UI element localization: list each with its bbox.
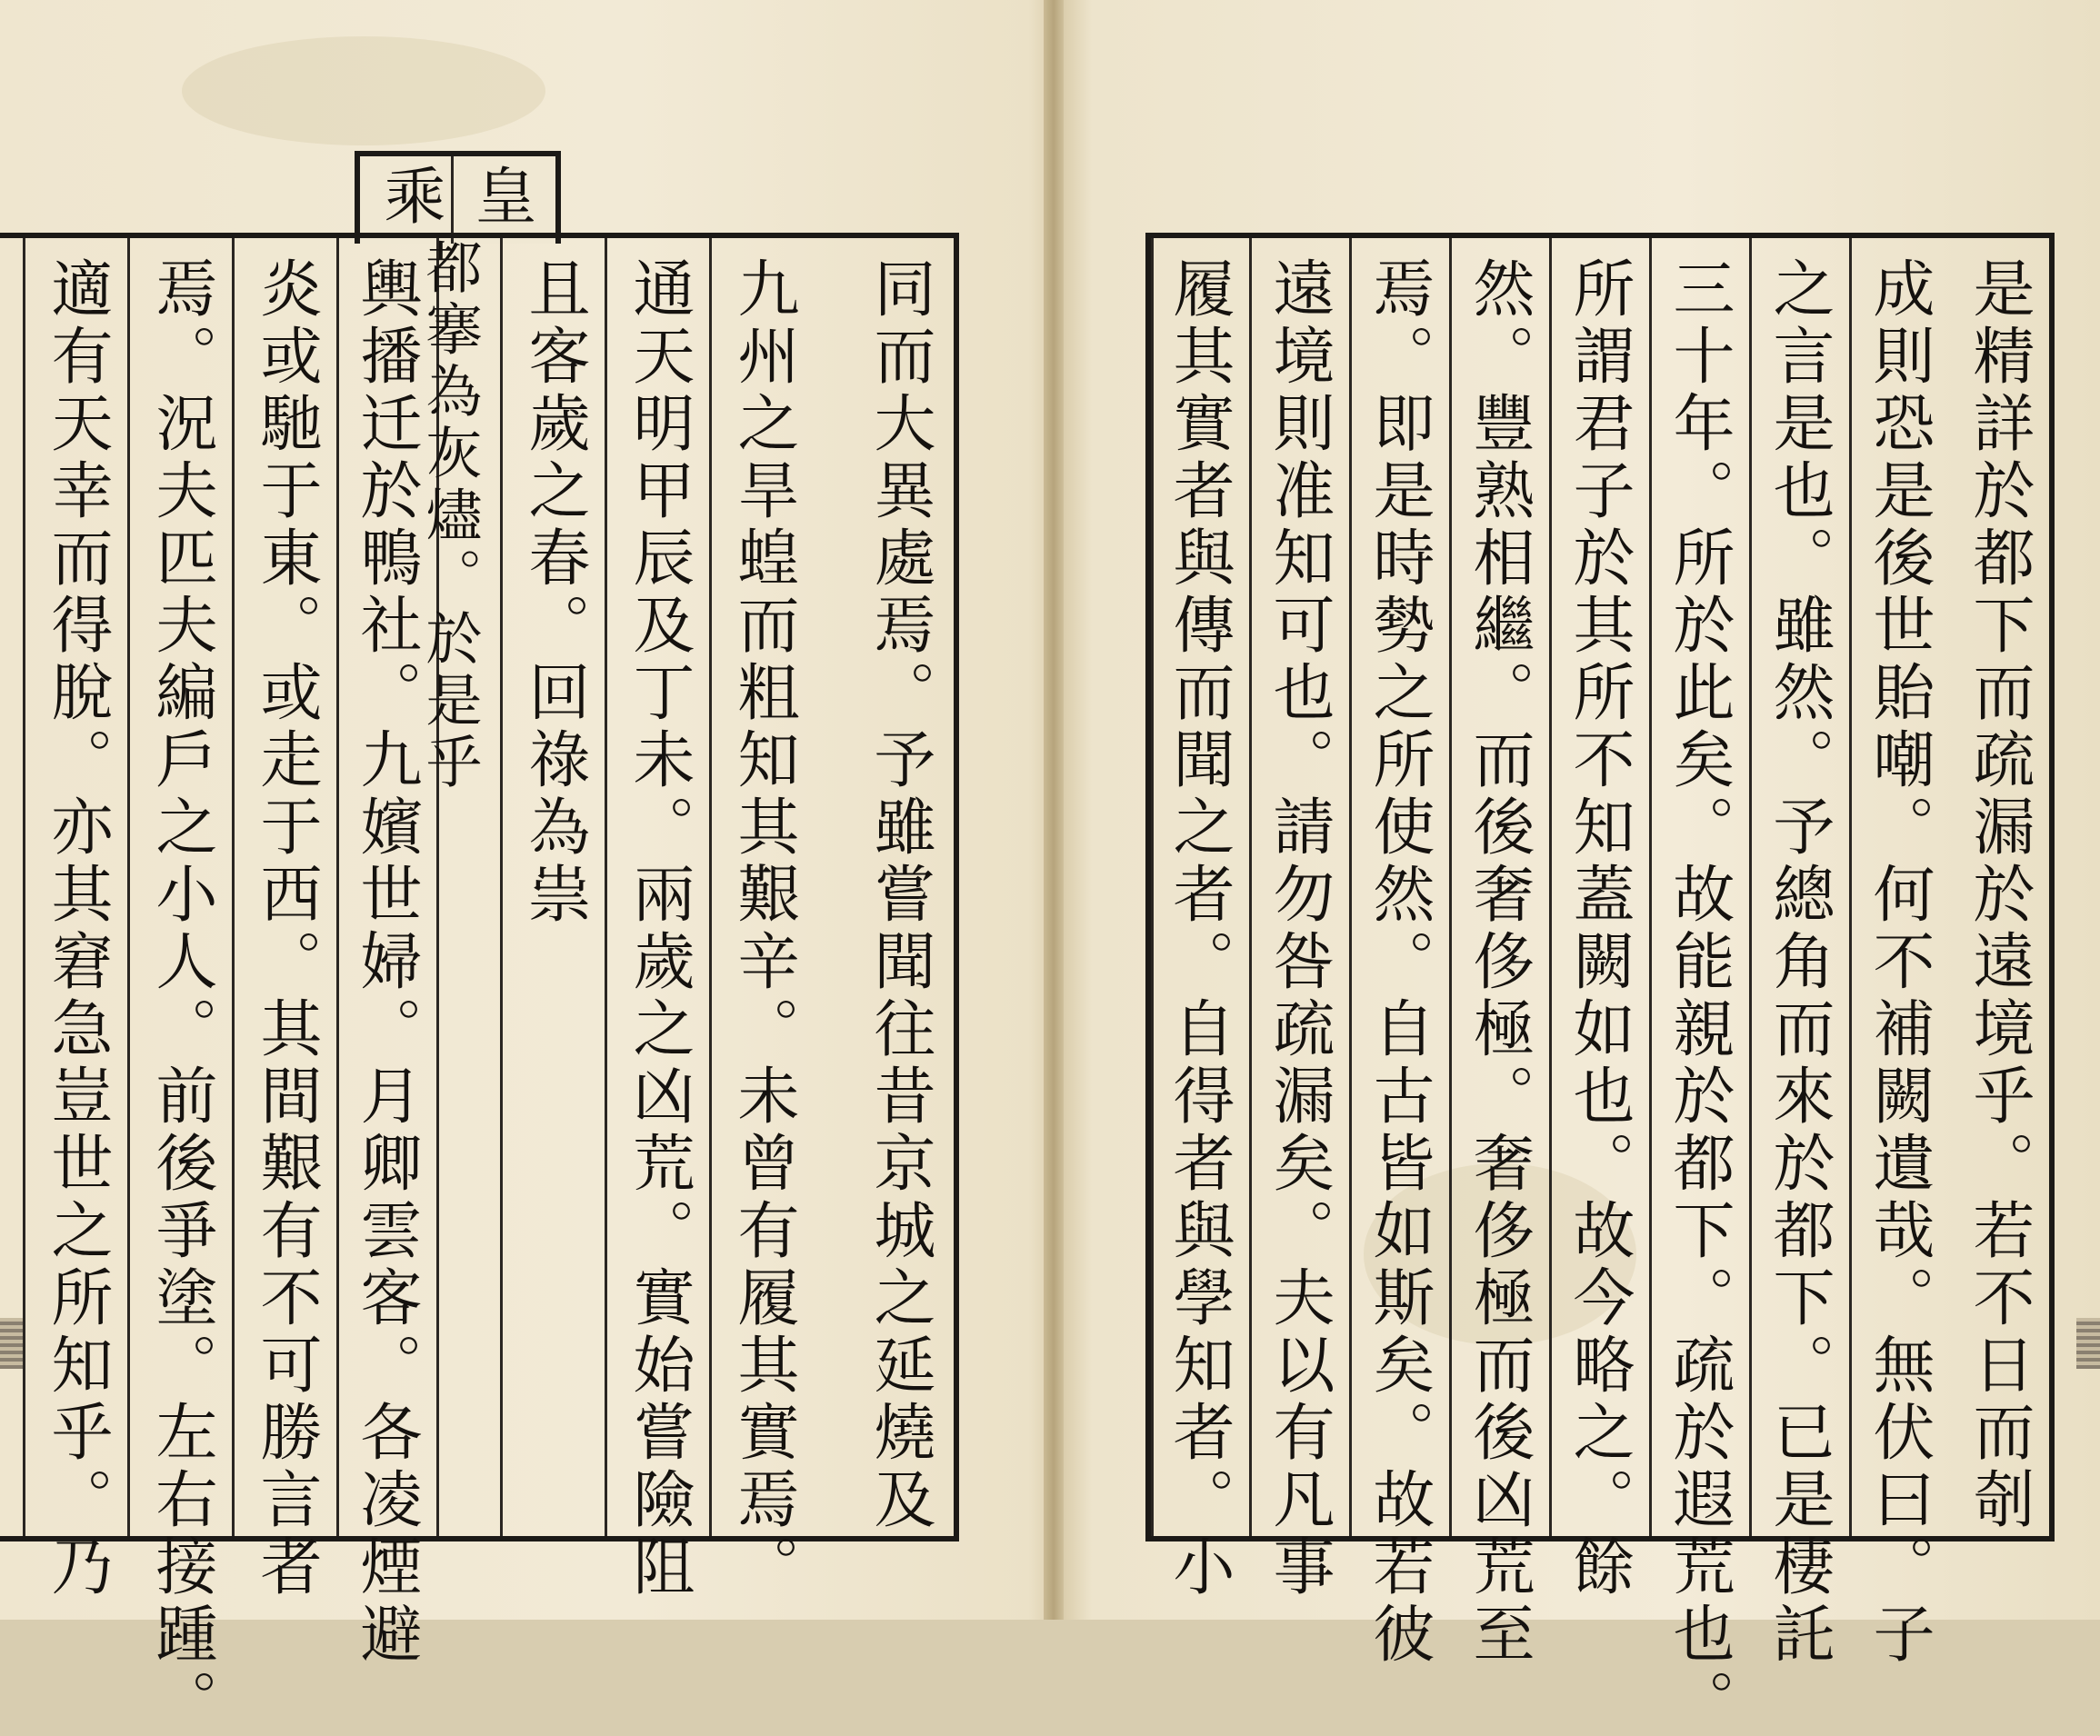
header-tab-char: 乘 [374, 164, 445, 231]
text-column: 然。豐熟相繼。而後奢侈極。奢侈極而後凶荒至 [1449, 238, 1549, 1536]
text-column: 是精詳於都下而疏漏於遠境乎。若不日而剞 [1963, 256, 2035, 1534]
text-column: 焉。況夫匹夫編戶之小人。前後爭塗。左右接踵。 [127, 238, 232, 1536]
text-column: 遠境則准知可也。請勿咎疏漏矣。夫以有凡事 [1249, 238, 1349, 1536]
text-column: 輿播迁於鴨社。九嬪世婦。月卿雲客。各凌煙避 [336, 238, 436, 1536]
text-column: 九州之旱蝗而粗知其艱辛。未曾有履其實焉。 [709, 238, 814, 1536]
text-column: 三十年。所於此矣。故能親於都下。疏於遐荒也。 [1649, 238, 1749, 1536]
text-column: 都搴為灰燼。於是乎 [436, 238, 500, 1536]
text-column: 適有天幸而得脫。亦其窘急豈世之所知乎。乃 [23, 238, 127, 1536]
text-column: 之言是也。雖然。予總角而來於都下。已是棲託 [1749, 238, 1849, 1536]
right-page [1062, 0, 2100, 1736]
left-page [0, 0, 1045, 1736]
text-column: 同而大異處焉。予雖嘗聞往昔京城之延燒及 [864, 256, 935, 1534]
text-column: 炎或馳于東。或走于西。其間艱有不可勝言者 [232, 238, 336, 1536]
text-column: 履其實者與傳而聞之者。自得者與學知者。小 [1151, 238, 1249, 1536]
text-column: 所謂君子於其所不知蓋闕如也。故今略之。餘 [1549, 238, 1649, 1536]
book-gutter [1044, 0, 1064, 1620]
text-column: 通天明甲辰及丁未。兩歲之凶荒。實始嘗險阻 [605, 238, 709, 1536]
text-column: 且客歲之春。回祿為祟 [500, 238, 605, 1536]
adjacent-page-edge-right [2073, 454, 2100, 963]
right-text-frame [1145, 233, 2055, 1736]
header-tab-char: 皇 [465, 164, 536, 231]
text-column: 成則恐是後世貽嘲。何不補闕遺哉。無伏曰。子 [1849, 238, 1949, 1536]
text-column: 焉。即是時勢之所使然。自古皆如斯矣。故若彼 [1349, 238, 1449, 1536]
